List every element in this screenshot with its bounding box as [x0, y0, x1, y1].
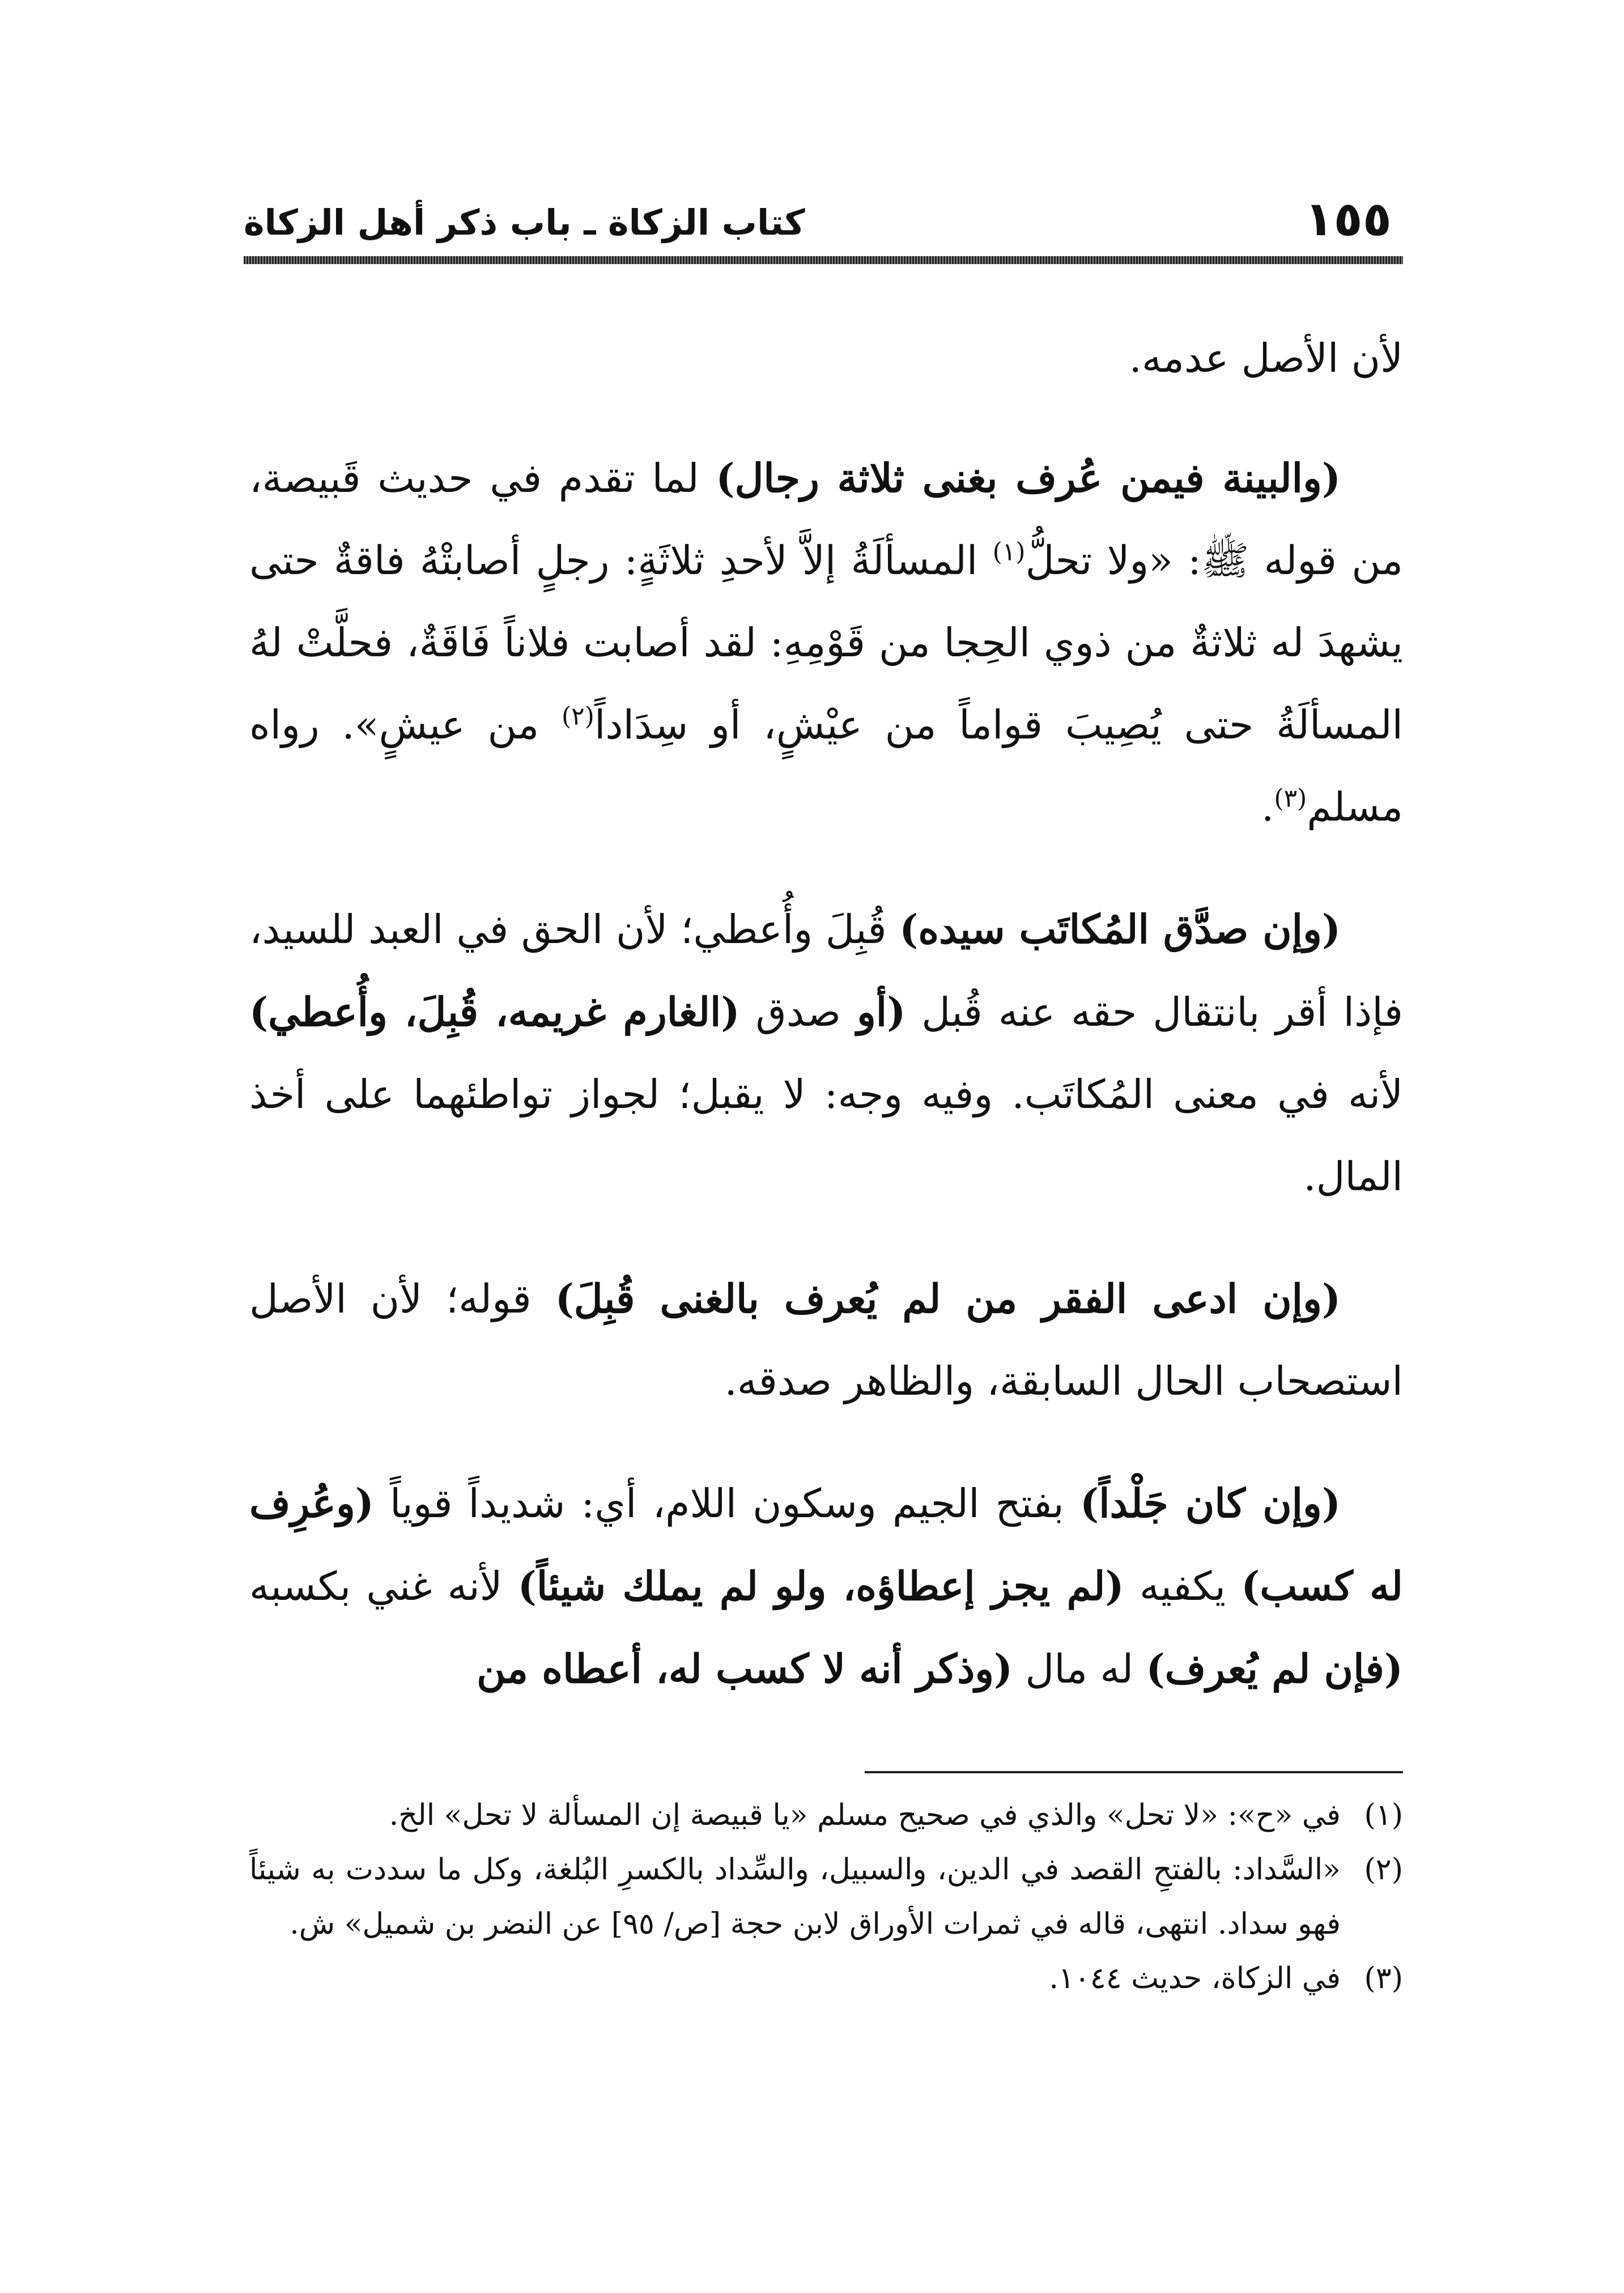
text-run: له مال: [1013, 1646, 1146, 1692]
footnote-number: (١): [1364, 1798, 1403, 1832]
text-run: يكفيه: [1124, 1563, 1242, 1610]
text-run: لما تقدم في حديث قَبيصة، من قوله ﷺ: «ولا تحلُّ: [249, 455, 1403, 584]
page-header: [244, 187, 1403, 266]
paragraph: [249, 888, 1403, 1218]
bold-matn-text: (فإن لم يُعرف): [1146, 1645, 1403, 1692]
footnote-text: في الزكاة، حديث ١٠٤٤.: [1049, 1961, 1341, 1995]
page-number: ١٥٥: [1304, 191, 1392, 247]
footnote: [249, 1951, 1403, 2006]
footnote-number: (٢): [1364, 1853, 1403, 1887]
text-run: لأنه غني بكسبه: [249, 1563, 518, 1610]
text-run: قوله؛ لأن الأصل استصحاب الحال السابقة، والظاهر صدقه.: [249, 1276, 1403, 1404]
footnotes: [249, 1788, 1403, 2006]
footnote-ref: (٢): [561, 702, 594, 731]
bold-matn-text: (أو: [856, 988, 906, 1035]
footnote-ref: (٣): [1274, 784, 1307, 813]
bold-matn-text: (وعُرِف له كسب): [249, 1480, 1404, 1610]
bold-matn-text: (وإن ادعى الفقر من لم يُعرف بالغنى قُبِلَ): [555, 1275, 1341, 1322]
paragraph: [249, 317, 1403, 400]
text-run: من عيشٍ». رواه مسلم: [249, 702, 1403, 830]
text-run: .: [1261, 784, 1274, 830]
paragraph: [249, 437, 1403, 848]
bold-matn-text: (وإن صدَّق المُكاتَب سيده): [899, 906, 1341, 953]
footnote-ref: (١): [992, 537, 1026, 567]
text-run: قُبِلَ وأُعطي؛ لأن الحق في العبد للسيد، فإذا أقر بانتقال حقه عنه قُبل: [249, 906, 1403, 1035]
running-title: كتاب الزكاة ـ باب ذكر أهل الزكاة: [244, 202, 805, 243]
footnote-separator: [865, 1771, 1403, 1773]
bold-matn-text: (لم يجز إعطاؤه، ولو لم يملك شيئاً): [517, 1562, 1124, 1610]
footnote: [249, 1788, 1403, 1842]
footnote-text: «السَّداد: بالفتحِ القصد في الدين، والسبيل، والسِّداد بالكسرِ البُلغة، وكل ما سددت به شيئاً فهو سداد. انتهى، قاله في ثمرات الأوراق لابن حجة [ص/ ٩٥] عن النضر بن شميل» ش.: [249, 1853, 1341, 1941]
text-run: لأنه في معنى المُكاتَب. وفيه وجه: لا يقبل؛ لجواز تواطئهما على أخذ المال.: [249, 1071, 1403, 1200]
footnote-text: في «ح»: «لا تحل» والذي في صحيح مسلم «يا قبيصة إن المسألة لا تحل» الخ.: [389, 1798, 1341, 1832]
text-run: المسألَةُ إلاَّ لأحدِ ثلاثَةٍ: رجلٍ أصابتْهُ فاقةٌ حتى يشهدَ له ثلاثةٌ من ذوي الحِجا من قَوْمِهِ: لقد أصابت فلاناً فَاقَةٌ، فحلَّتْ لهُ المسألَةُ حتى يُصِيبَ قواماً من عيْشٍ، أو سِدَاداً: [249, 537, 1403, 748]
header-rule: [244, 256, 1403, 264]
text-run: صدق: [739, 989, 857, 1035]
text-run: بفتح الجيم وسكون اللام، أي: شديداً قوياً: [373, 1480, 1080, 1527]
bold-matn-text: (وإن كان جَلْداً): [1079, 1480, 1341, 1527]
footnote-number: (٣): [1364, 1961, 1403, 1995]
main-text: [249, 317, 1403, 1750]
bold-matn-text: (الغارم غريمه، قُبِلَ، وأُعطي): [249, 988, 740, 1035]
bold-matn-text: (والبينة فيمن عُرف بغنى ثلاثة رجال): [716, 455, 1341, 502]
bold-matn-text: (وذكر أنه لا كسب له، أعطاه من: [477, 1645, 1013, 1692]
paragraph: [249, 1462, 1403, 1710]
paragraph: [249, 1258, 1403, 1422]
footnote: [249, 1842, 1403, 1951]
text-run: لأن الأصل عدمه.: [1129, 335, 1403, 381]
